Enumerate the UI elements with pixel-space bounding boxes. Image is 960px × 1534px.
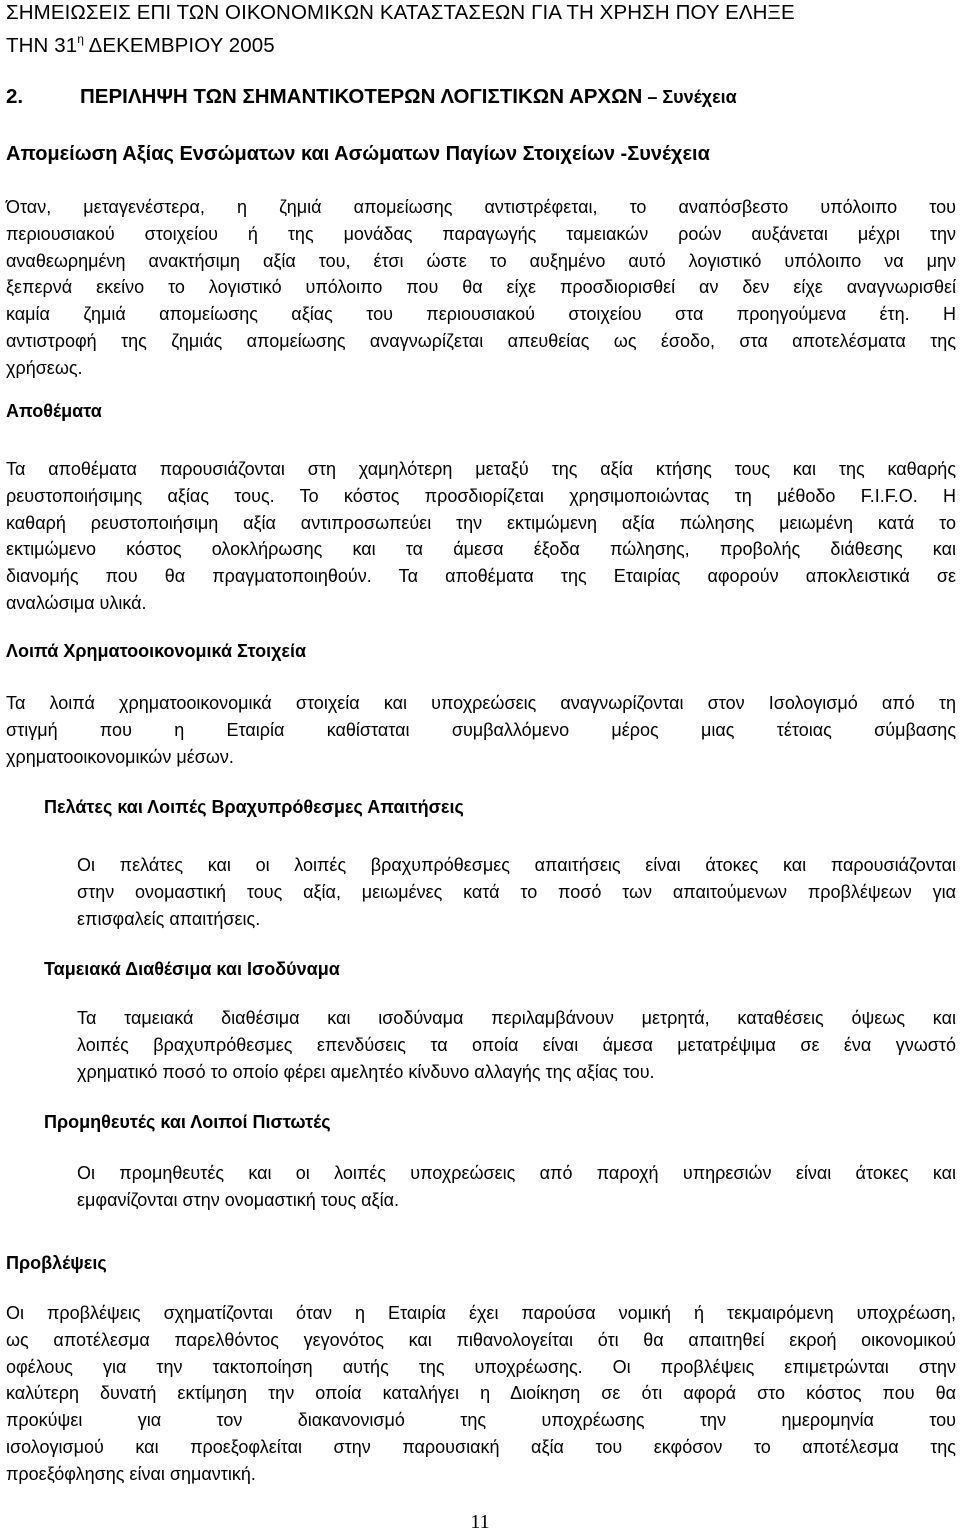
impairment-paragraph xyxy=(6,194,956,382)
paragraph-line: Τα λοιπά χρηματοοικονομικά στοιχεία και υποχρεώσεις αναγνωρίζονται στον Ισολογισμό από τη xyxy=(6,693,956,713)
section-continued: – Συνέχεια xyxy=(642,87,737,107)
cash-heading: Ταμειακά Διαθέσιμα και Ισοδύναμα xyxy=(44,959,340,979)
paragraph-line: εκτιμώμενο κόστος ολοκλήρωσης και τα άμεσα έξοδα πώλησης, προβολής διάθεσης και xyxy=(6,539,956,560)
header-line-2 xyxy=(6,26,956,59)
other-financial-paragraph xyxy=(6,690,956,770)
paragraph-line: καλύτερη δυνατή εκτίμηση την οποία καταλήγει η Διοίκηση σε ότι αφορά στο κόστος που θα xyxy=(6,1383,956,1404)
page-number: 11 xyxy=(470,1511,490,1533)
paragraph-line: στην ονομαστική τους αξία, μειωμένες κατά το ποσό των απαιτούμενων προβλέψεων για xyxy=(77,881,956,902)
paragraph-line: ξεπερνά εκείνο το λογιστικό υπόλοιπο που θα είχε προσδιορισθεί αν δεν είχε αναγνωρισθεί xyxy=(6,277,956,298)
paragraph-line: εμφανίζονται στην ονομαστική τους αξία. xyxy=(77,1189,399,1210)
section-title xyxy=(6,84,737,110)
subsection-title: Απομείωση Αξίας Ενσώματων και Ασώματων Παγίων Στοιχείων -Συνέχεια xyxy=(6,143,710,165)
paragraph-line: επισφαλείς απαιτήσεις. xyxy=(77,908,261,929)
section-title-text: ΠΕΡΙΛΗΨΗ ΤΩΝ ΣΗΜΑΝΤΙΚΟΤΕΡΩΝ ΛΟΓΙΣΤΙΚΩΝ ΑΡΧΩΝ xyxy=(80,85,643,108)
other-financial-heading: Λοιπά Χρηματοοικονομικά Στοιχεία xyxy=(6,641,307,661)
header-date-superscript: η xyxy=(77,32,84,46)
paragraph-line: περιουσιακού στοιχείου ή της μονάδας παραγωγής ταμειακών ροών αυξάνεται μέχρι την xyxy=(6,223,956,244)
section-number: 2. xyxy=(6,85,24,108)
header-line-1: ΣΗΜΕΙΩΣΕΙΣ ΕΠΙ ΤΩΝ ΟΙΚΟΝΟΜΙΚΩΝ ΚΑΤΑΣΤΑΣΕΩΝ ΓΙΑ ΤΗ ΧΡΗΣΗ ΠΟΥ ΕΛΗΞΕ xyxy=(6,1,795,24)
provisions-paragraph xyxy=(6,1300,956,1488)
header-date-prefix: ΤΗΝ 31 xyxy=(6,34,78,57)
paragraph-line: προκύψει για τον διακανονισμό της υποχρέωσης την ημερομηνία του xyxy=(6,1410,956,1431)
paragraph-line: Όταν, μεταγενέστερα, η ζημιά απομείωσης αντιστρέφεται, το αναπόσβεστο υπόλοιπο του xyxy=(6,197,956,217)
header-date-suffix: ΔΕΚΕΜΒΡΙΟΥ 2005 xyxy=(83,34,275,57)
paragraph-line: στιγμή που η Εταιρία καθίσταται συμβαλλόμενο μέρος μιας τέτοιας σύμβασης xyxy=(6,719,956,740)
paragraph-line: ισολογισμού και προεξοφλείται στην παρουσιακή αξία του εκφόσον το αποτέλεσμα της xyxy=(6,1436,956,1457)
paragraph-line: χρηματικό ποσό το οποίο φέρει αμελητέο κίνδυνο αλλαγής της αξίας του. xyxy=(77,1061,655,1082)
document-header xyxy=(6,0,956,59)
paragraph-line: καμία ζημιά απομείωσης αξίας του περιουσιακού στοιχείου στα προηγούμενα έτη. Η xyxy=(6,304,956,325)
paragraph-line: Τα αποθέματα παρουσιάζονται στη χαμηλότερη μεταξύ της αξία κτήσης τους και της καθαρής xyxy=(6,459,956,479)
receivables-paragraph xyxy=(77,852,956,932)
provisions-heading: Προβλέψεις xyxy=(6,1253,107,1273)
paragraph-line: Οι προβλέψεις σχηματίζονται όταν η Εταιρία έχει παρούσα νομική ή τεκμαιρόμενη υποχρέωση, xyxy=(6,1303,956,1323)
paragraph-line: οφέλους για την τακτοποίηση αυτής της υποχρέωσης. Οι προβλέψεις επιμετρώνται στην xyxy=(6,1356,956,1377)
paragraph-line: χρηματοοικονομικών μέσων. xyxy=(6,746,234,767)
paragraph-line: προεξόφλησης είναι σημαντική. xyxy=(6,1463,256,1484)
paragraph-line: Οι προμηθευτές και οι λοιπές υποχρεώσεις από παροχή υπηρεσιών είναι άτοκες και xyxy=(77,1163,956,1183)
inventories-heading: Αποθέματα xyxy=(6,401,102,421)
paragraph-line: ρευστοποιήσιμης αξίας τους. Το κόστος προσδιορίζεται χρησιμοποιώντας τη μέθοδο F.I.F.O. Η xyxy=(6,485,956,506)
paragraph-line: Τα ταμειακά διαθέσιμα και ισοδύναμα περιλαμβάνουν μετρητά, καταθέσεις όψεως και xyxy=(77,1008,956,1028)
paragraph-line: καθαρή ρευστοποιήσιμη αξία αντιπροσωπεύει την εκτιμώμενη αξία πώλησης μειωμένη κατά το xyxy=(6,512,956,533)
cash-paragraph xyxy=(77,1005,956,1085)
inventories-paragraph xyxy=(6,456,956,617)
paragraph-line: αναλώσιμα υλικά. xyxy=(6,592,147,613)
paragraph-line: Οι πελάτες και οι λοιπές βραχυπρόθεσμες απαιτήσεις είναι άτοκες και παρουσιάζονται xyxy=(77,855,956,875)
paragraph-line: λοιπές βραχυπρόθεσμες επενδύσεις τα οποία είναι άμεσα μετατρέψιμα σε ένα γνωστό xyxy=(77,1034,956,1055)
paragraph-line: χρήσεως. xyxy=(6,357,83,378)
suppliers-paragraph xyxy=(77,1160,956,1214)
paragraph-line: αναθεωρημένη ανακτήσιμη αξία του, έτσι ώστε το αυξημένο αυτό λογιστικό υπόλοιπο να μην xyxy=(6,250,956,271)
receivables-heading: Πελάτες και Λοιπές Βραχυπρόθεσμες Απαιτήσεις xyxy=(44,797,464,817)
paragraph-line: διανομής που θα πραγματοποιηθούν. Τα αποθέματα της Εταιρίας αφορούν αποκλειστικά σε xyxy=(6,566,956,587)
paragraph-line: αντιστροφή της ζημιάς απομείωσης αναγνωρίζεται απευθείας ως έσοδο, στα αποτελέσματα της xyxy=(6,330,956,351)
suppliers-heading: Προμηθευτές και Λοιποί Πιστωτές xyxy=(44,1112,331,1132)
paragraph-line: ως αποτέλεσμα παρελθόντος γεγονότος και πιθανολογείται ότι θα απαιτηθεί εκροή οικονομικού xyxy=(6,1329,956,1350)
